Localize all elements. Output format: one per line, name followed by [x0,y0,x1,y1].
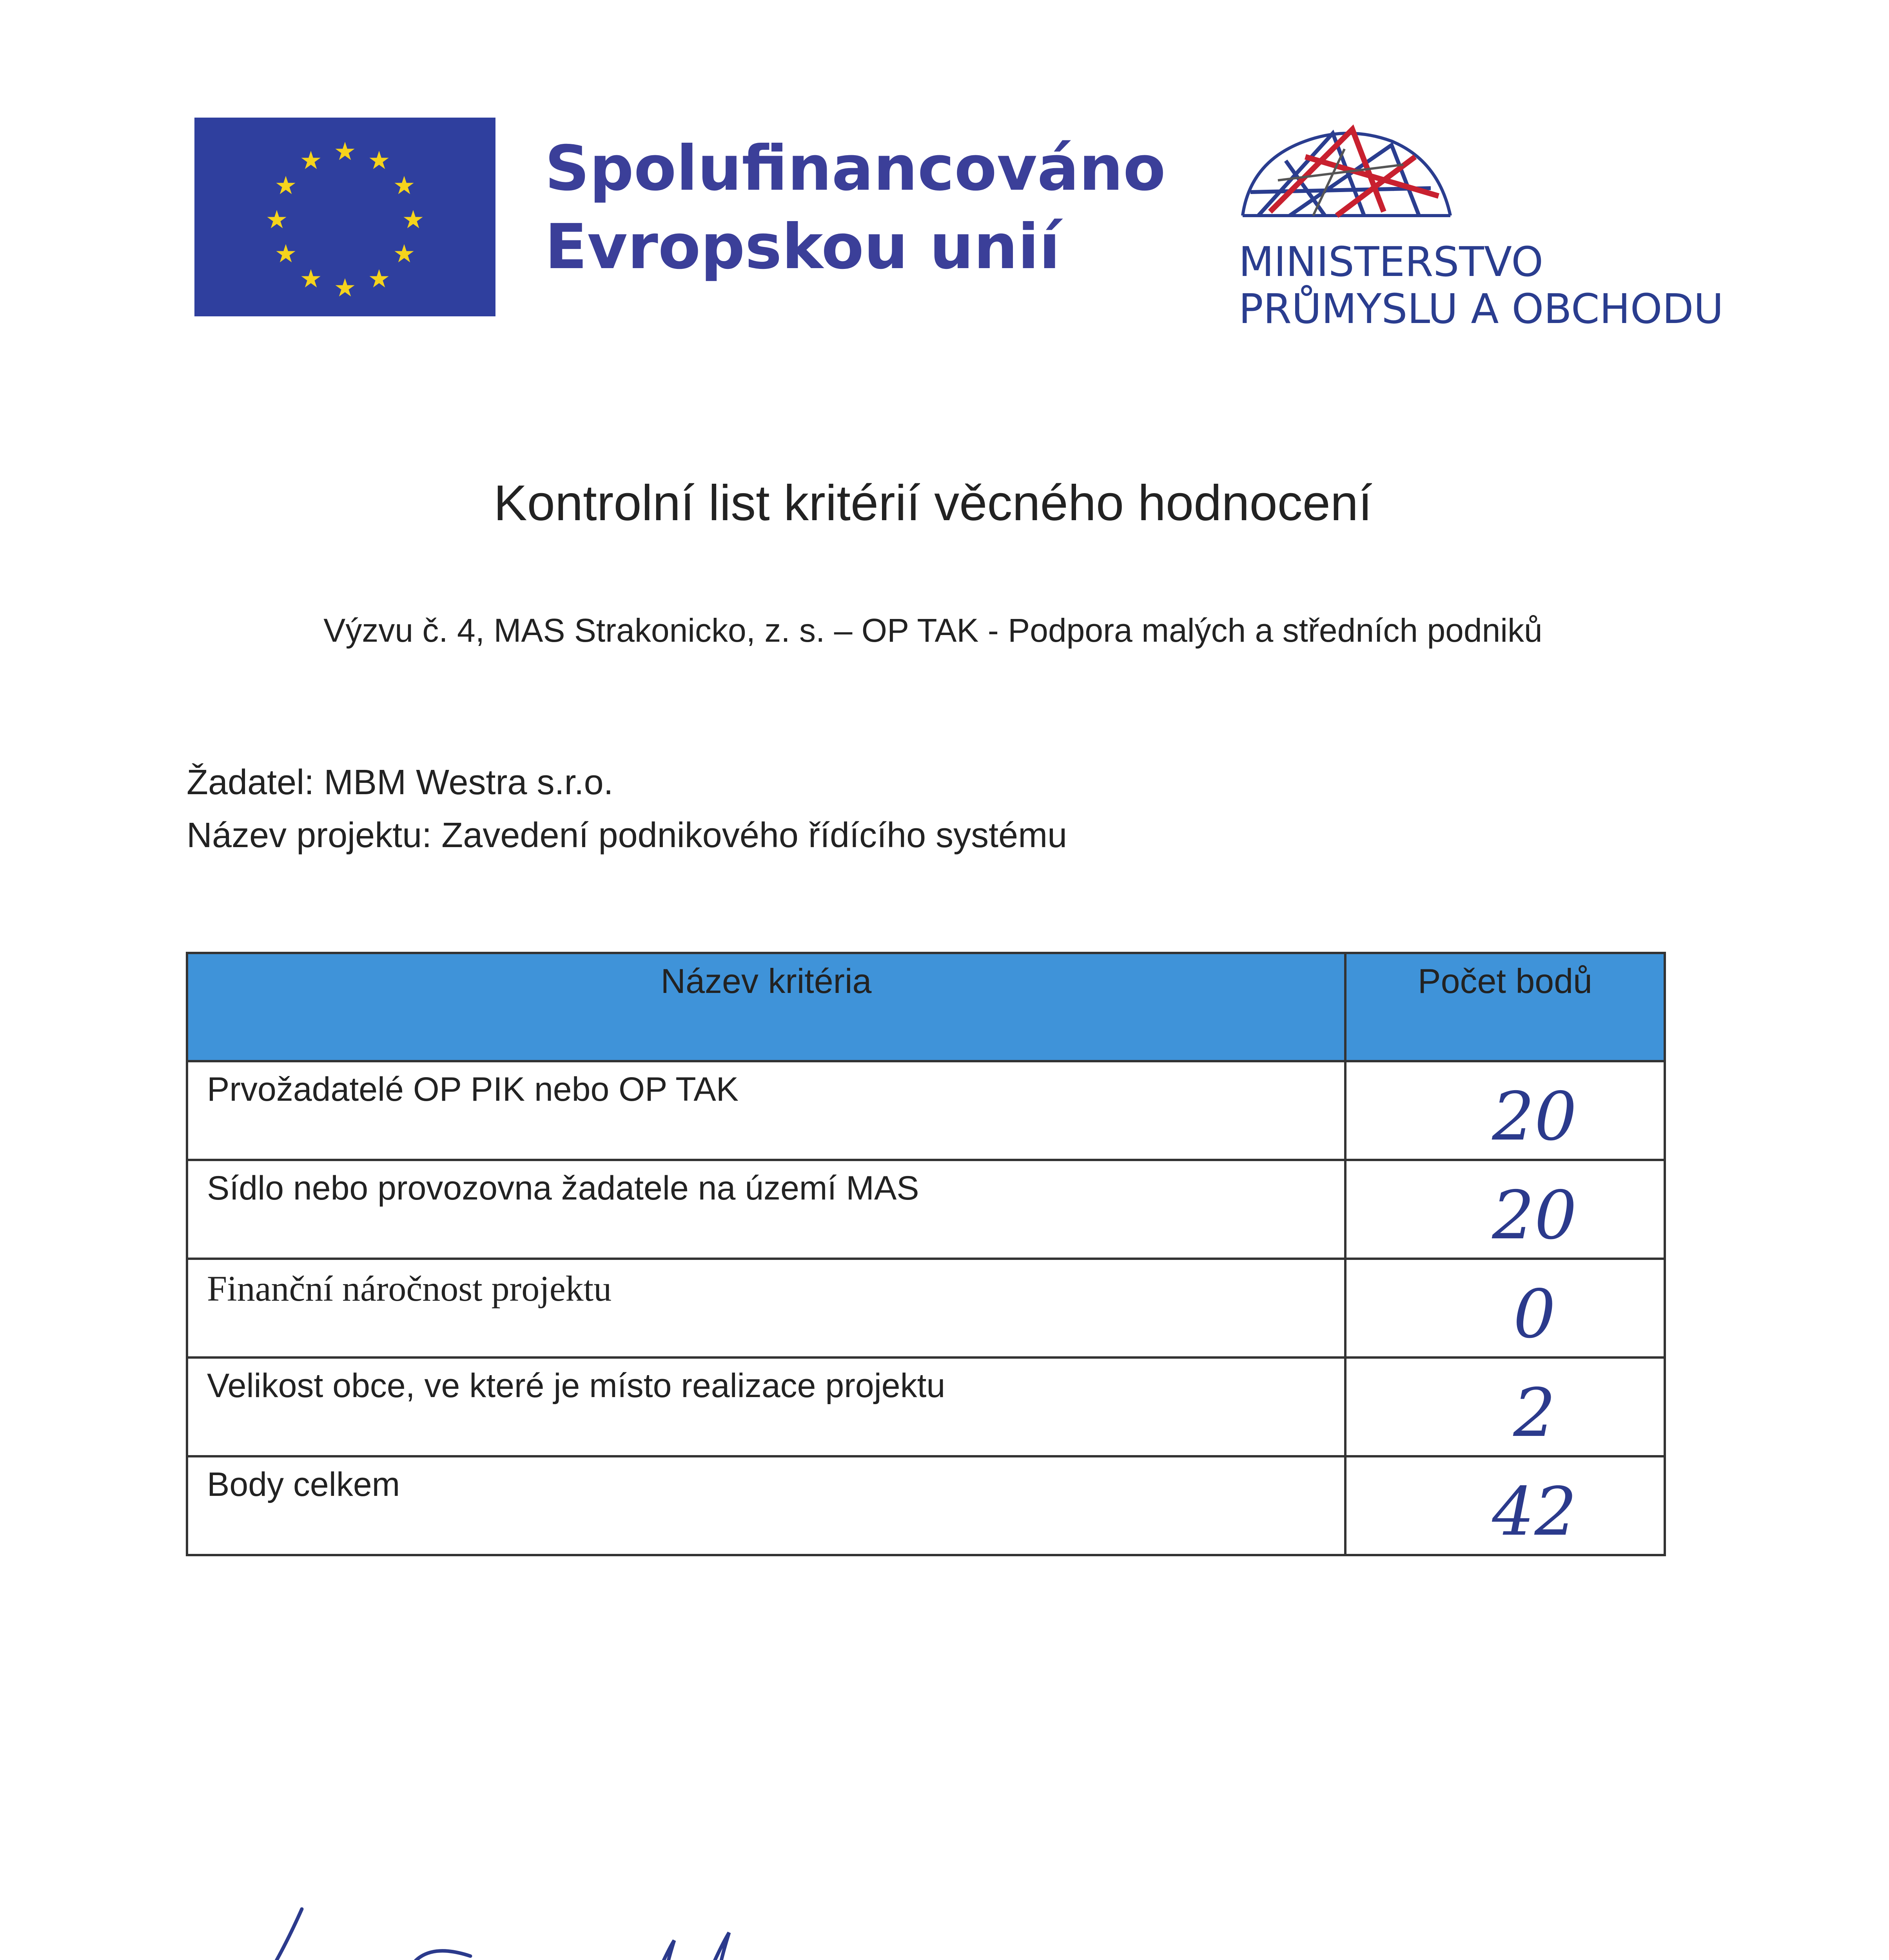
criterion-label: Finanční náročnost projektu [207,1269,612,1308]
svg-text:★: ★ [334,137,356,166]
ministry-globe-icon [1235,118,1458,231]
svg-text:★: ★ [334,274,356,303]
eu-flag [194,118,495,316]
criteria-table [186,952,1666,1556]
criterion-label: Velikost obce, ve které je místo realizace projektu [207,1367,945,1405]
handwritten-score: 2 [1513,1374,1556,1452]
eu-cofinanced-text [545,129,1166,286]
table-row [187,1357,1665,1456]
column-header-criterion: Název kritéria [187,953,1345,1061]
svg-text:★: ★ [274,240,297,269]
manager-signature [172,1893,819,1960]
svg-text:★: ★ [299,265,322,294]
svg-text:★: ★ [368,265,390,294]
svg-text:★: ★ [265,205,288,234]
handwritten-score: 20 [1492,1177,1577,1254]
svg-text:★: ★ [402,205,425,234]
table-row-total [187,1456,1665,1555]
eu-line1: Spolufinancováno [545,132,1166,205]
criterion-label: Prvožadatelé OP PIK nebo OP TAK [207,1071,739,1108]
table-header-row [187,953,1665,1061]
document-title: Kontrolní list kritérií věcného hodnocení [494,475,1372,531]
svg-text:★: ★ [368,146,390,175]
handwritten-total-score: 42 [1492,1473,1577,1551]
applicant-line: Žadatel: MBM Westra s.r.o. [187,763,613,802]
ministry-name [1239,238,1724,332]
column-header-points: Počet bodů [1345,953,1665,1061]
ministry-line2: PRŮMYSLU A OBCHODU [1239,285,1724,333]
svg-text:★: ★ [299,146,322,175]
handwritten-score: 20 [1492,1078,1577,1156]
ministry-line1: MINISTERSTVO [1239,238,1544,286]
project-name-line: Název projektu: Zavedení podnikového řídícího systému [187,816,1067,855]
svg-text:★: ★ [393,171,416,200]
criterion-label: Sídlo nebo provozovna žadatele na území MAS [207,1169,919,1207]
table-row [187,1259,1665,1357]
eu-stars-icon [194,118,495,316]
handwritten-score: 0 [1513,1276,1556,1353]
table-row [187,1061,1665,1160]
svg-text:★: ★ [274,171,297,200]
table-row [187,1160,1665,1259]
document-subtitle: Výzvu č. 4, MAS Strakonicko, z. s. – OP TAK - Podpora malých a středních podniků [323,612,1542,649]
criterion-label: Body celkem [207,1466,400,1503]
eu-line2: Evropskou unií [545,211,1060,283]
svg-text:★: ★ [393,240,416,269]
